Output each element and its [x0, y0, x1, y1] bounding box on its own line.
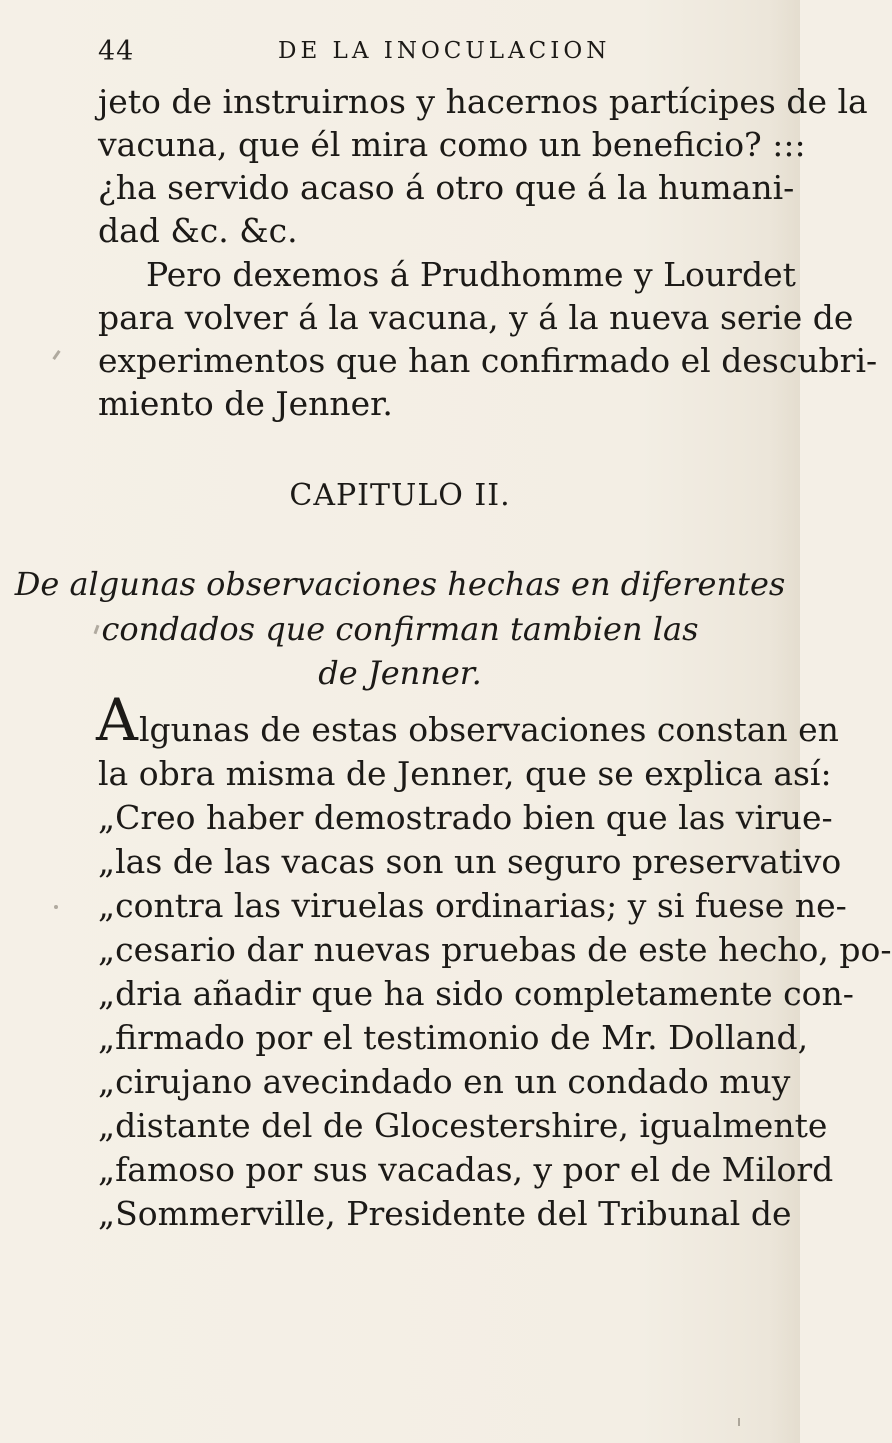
paper-speck	[738, 1418, 740, 1426]
text-line: „cesario dar nuevas pruebas de este hecho, po-	[98, 930, 892, 969]
text-line: „Creo haber demostrado bien que las virue-	[98, 798, 833, 837]
text-line: dad &c. &c.	[98, 211, 298, 250]
text-line: lgunas de estas observaciones constan en	[139, 710, 839, 749]
running-head: DE LA INOCULACION	[278, 38, 611, 64]
text-line: „contra las viruelas ordinarias; y si fuese ne-	[98, 886, 847, 925]
page-header	[98, 36, 770, 76]
paper-speck	[52, 350, 60, 360]
text-line: „cirujano avecindado en un condado muy	[98, 1062, 791, 1101]
text-line: para volver á la vacuna, y á la nueva serie de	[98, 298, 854, 337]
chapter-subtitle-line: de Jenner.	[318, 654, 482, 692]
text-line: „firmado por el testimonio de Mr. Dolland,	[98, 1018, 809, 1057]
text-line: „famoso por sus vacadas, y por el de Milord	[98, 1150, 834, 1189]
drop-cap: A	[96, 686, 138, 754]
text-line: vacuna, que él mira como un beneficio? :::	[98, 125, 806, 164]
chapter-heading: CAPITULO II.	[289, 478, 511, 513]
text-line: „Sommerville, Presidente del Tribunal de	[98, 1194, 792, 1233]
chapter-subtitle-line: condados que confirman tambien las	[101, 610, 699, 648]
page-number: 44	[98, 36, 135, 67]
text-line: la obra misma de Jenner, que se explica así:	[98, 754, 832, 793]
text-line: ¿ha servido acaso á otro que á la humani-	[98, 168, 795, 207]
text-line: „las de las vacas son un seguro preservativo	[98, 842, 842, 881]
text-line: miento de Jenner.	[98, 384, 393, 423]
text-line: jeto de instruirnos y hacernos partícipes de la	[98, 82, 868, 121]
chapter-subtitle-line: De algunas observaciones hechas en diferentes	[14, 565, 786, 603]
text-line: „dria añadir que ha sido completamente con-	[98, 974, 854, 1013]
text-line: Pero dexemos á Prudhomme y Lourdet	[146, 255, 796, 294]
text-line: „distante del de Glocestershire, igualmente	[98, 1106, 828, 1145]
text-line: experimentos que han confirmado el descubri-	[98, 341, 878, 380]
paper-speck	[54, 905, 58, 909]
